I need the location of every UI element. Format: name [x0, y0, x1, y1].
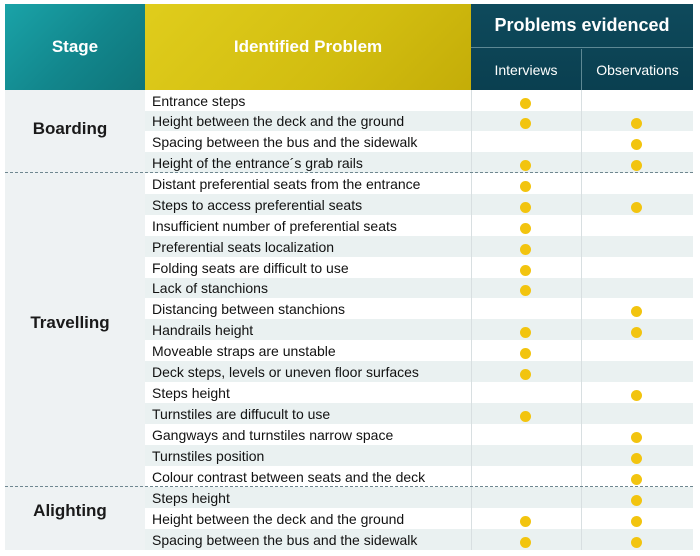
problem-text: Height between the deck and the ground: [152, 113, 405, 129]
table-row: [145, 487, 693, 508]
table-row: [145, 424, 693, 445]
problem-text: Lack of stanchions: [152, 280, 268, 296]
problem-text: Handrails height: [152, 321, 254, 338]
evidence-title: Problems evidenced: [471, 4, 693, 48]
table-row: [145, 445, 693, 466]
observations-marker-icon: [631, 306, 642, 317]
stage-header: Stage: [5, 4, 145, 90]
interviews-marker-icon: [520, 244, 531, 255]
interviews-marker-icon: [520, 285, 531, 296]
problem-text: Spacing between the bus and the sidewalk: [152, 133, 418, 150]
observations-marker-icon: [631, 118, 642, 129]
table-row: [145, 215, 693, 236]
problem-text: Steps to access preferential seats: [152, 196, 363, 213]
interviews-marker-icon: [520, 202, 531, 213]
table-row: [145, 529, 693, 550]
observations-marker-icon: [631, 327, 642, 338]
table-row: [145, 466, 693, 487]
observations-marker-icon: [631, 202, 642, 213]
interviews-marker-icon: [520, 160, 531, 171]
table-row: [145, 508, 693, 529]
interviews-marker-icon: [520, 411, 531, 422]
table-row: [145, 236, 693, 257]
problem-text: Turnstiles are diffucult to use: [152, 405, 331, 422]
observations-marker-icon: [631, 474, 642, 485]
column-divider: [471, 90, 472, 550]
table-row: [145, 90, 693, 111]
observations-marker-icon: [631, 495, 642, 506]
table-row: [145, 298, 693, 319]
interviews-marker-icon: [520, 265, 531, 276]
interviews-marker-icon: [520, 223, 531, 234]
problem-header: Identified Problem: [145, 4, 471, 90]
problem-text: Distant preferential seats from the entrance: [152, 175, 421, 192]
interviews-marker-icon: [520, 516, 531, 527]
interviews-marker-icon: [520, 537, 531, 548]
table-row: [145, 361, 693, 382]
table-row: [145, 278, 693, 298]
stage-separator: [5, 486, 693, 487]
observations-header: Observations: [596, 61, 679, 78]
interviews-marker-icon: [520, 181, 531, 192]
interviews-marker-icon: [520, 369, 531, 380]
problem-text: Entrance steps: [152, 92, 246, 109]
observations-marker-icon: [631, 160, 642, 171]
table-row: [145, 194, 693, 215]
stage-label: Travelling: [30, 313, 110, 332]
observations-marker-icon: [631, 139, 642, 150]
problem-text: Steps height: [152, 489, 230, 506]
table-row: [145, 257, 693, 278]
problem-text: Colour contrast between seats and the deck: [152, 468, 426, 485]
table-row: [145, 319, 693, 340]
problem-text: Height of the entrance´s grab rails: [152, 154, 363, 171]
observations-marker-icon: [631, 432, 642, 443]
interviews-header: Interviews: [471, 49, 582, 90]
problem-text: Insufficient number of preferential seats: [152, 217, 397, 234]
problem-text: Turnstiles position: [152, 447, 265, 464]
problem-text: Distancing between stanchions: [152, 300, 346, 317]
table-header: [5, 4, 693, 90]
interviews-marker-icon: [520, 98, 531, 109]
observations-marker-icon: [631, 390, 642, 401]
problem-text: Folding seats are difficult to use: [152, 259, 349, 276]
observations-marker-icon: [631, 537, 642, 548]
interviews-marker-icon: [520, 118, 531, 129]
problem-text: Deck steps, levels or uneven floor surfaces: [152, 363, 419, 380]
problem-text: Moveable straps are unstable: [152, 342, 336, 359]
table-row: [145, 111, 693, 131]
interviews-marker-icon: [520, 327, 531, 338]
table-row: [145, 152, 693, 173]
problem-text: Height between the deck and the ground: [152, 510, 405, 527]
interviews-marker-icon: [520, 348, 531, 359]
evidence-header: [471, 4, 693, 90]
column-divider: [581, 90, 582, 550]
table-row: [145, 340, 693, 361]
table-row: [145, 173, 693, 194]
table-row: [145, 131, 693, 152]
stage-label: Alighting: [33, 501, 107, 520]
table-row: [145, 382, 693, 403]
problem-text: Preferential seats localization: [152, 238, 335, 255]
observations-marker-icon: [631, 453, 642, 464]
stage-separator: [5, 172, 693, 173]
problem-text: Spacing between the bus and the sidewalk: [152, 531, 418, 548]
observations-marker-icon: [631, 516, 642, 527]
table-row: [145, 403, 693, 424]
problem-text: Gangways and turnstiles narrow space: [152, 426, 394, 443]
stage-label: Boarding: [32, 119, 108, 138]
problem-text: Steps height: [152, 384, 230, 401]
